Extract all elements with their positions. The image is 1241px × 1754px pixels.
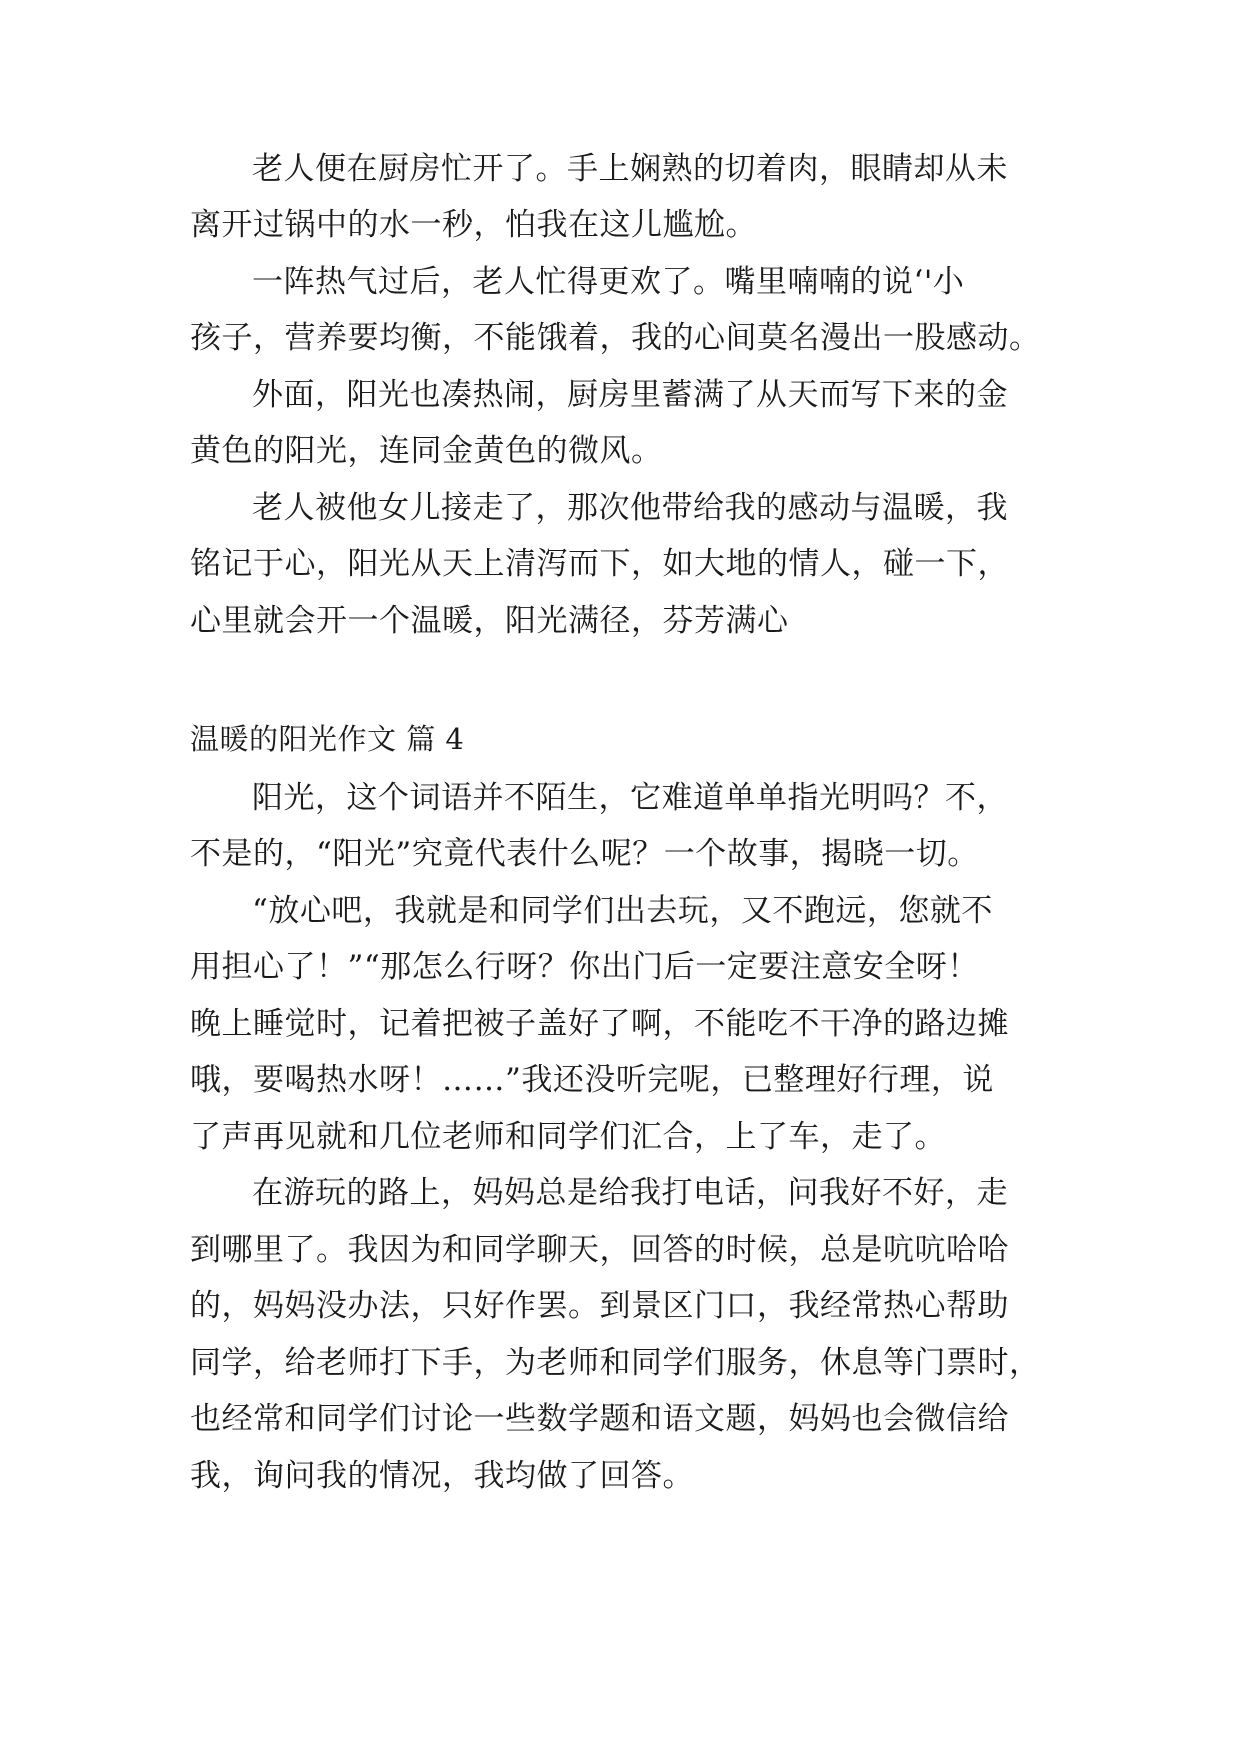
paragraph-line: 孩子，营养要均衡，不能饿着，我的心间莫名漫出一股感动。 xyxy=(190,320,1041,356)
paragraph-line: 老人被他女儿接走了，那次他带给我的感动与温暖，我 xyxy=(252,490,1008,526)
paragraph-line: 了声再见就和几位老师和同学们汇合，上了车，走了。 xyxy=(190,1119,946,1155)
paragraph-line: “放心吧，我就是和同学们出去玩，又不跑远，您就不 xyxy=(252,893,993,929)
paragraph-line: 离开过锅中的水一秒，怕我在这儿尴尬。 xyxy=(190,207,757,243)
paragraph-line: 心里就会开一个温暖，阳光满径，芬芳满心 xyxy=(190,603,789,639)
paragraph-line: 晚上睡觉时，记着把被子盖好了啊，不能吃不干净的路边摊 xyxy=(190,1006,1009,1042)
paragraph-line: 在游玩的路上，妈妈总是给我打电话，问我好不好，走 xyxy=(252,1175,1008,1211)
paragraph-line: 我，询问我的情况，我均做了回答。 xyxy=(190,1458,694,1494)
paragraph-line: 外面，阳光也凑热闹，厨房里蓄满了从天而写下来的金 xyxy=(252,377,1008,413)
paragraph-line: 哦，要喝热水呀！……”我还没听完呢，已整理好行理，说 xyxy=(190,1062,994,1098)
paragraph-line: 阳光，这个词语并不陌生，它难道单单指光明吗？不， xyxy=(252,780,1008,816)
paragraph-line: 用担心了！”“那怎么行呀？你出门后一定要注意安全呀！ xyxy=(190,949,979,985)
paragraph-line: 不是的，“阳光”究竟代表什么呢？一个故事，揭晓一切。 xyxy=(190,836,979,872)
paragraph-line: 也经常和同学们讨论一些数学题和语文题，妈妈也会微信给 xyxy=(190,1401,1009,1437)
paragraph-line: 一阵热气过后，老人忙得更欢了。嘴里喃喃的说‘'小 xyxy=(252,264,965,300)
paragraph-line: 铭记于心，阳光从天上清泻而下，如大地的情人，碰一下， xyxy=(190,546,1009,582)
paragraph-line: 黄色的阳光，连同金黄色的微风。 xyxy=(190,433,663,469)
paragraph-line: 到哪里了。我因为和同学聊天，回答的时候，总是吭吭哈哈 xyxy=(190,1232,1009,1268)
section-heading: 温暖的阳光作文 篇 4 xyxy=(190,722,465,756)
paragraph-line: 老人便在厨房忙开了。手上娴熟的切着肉，眼睛却从未 xyxy=(252,151,1008,187)
paragraph-line: 同学，给老师打下手，为老师和同学们服务，休息等门票时， xyxy=(190,1345,1041,1381)
paragraph-line: 的，妈妈没办法，只好作罢。到景区门口，我经常热心帮助 xyxy=(190,1288,1009,1324)
